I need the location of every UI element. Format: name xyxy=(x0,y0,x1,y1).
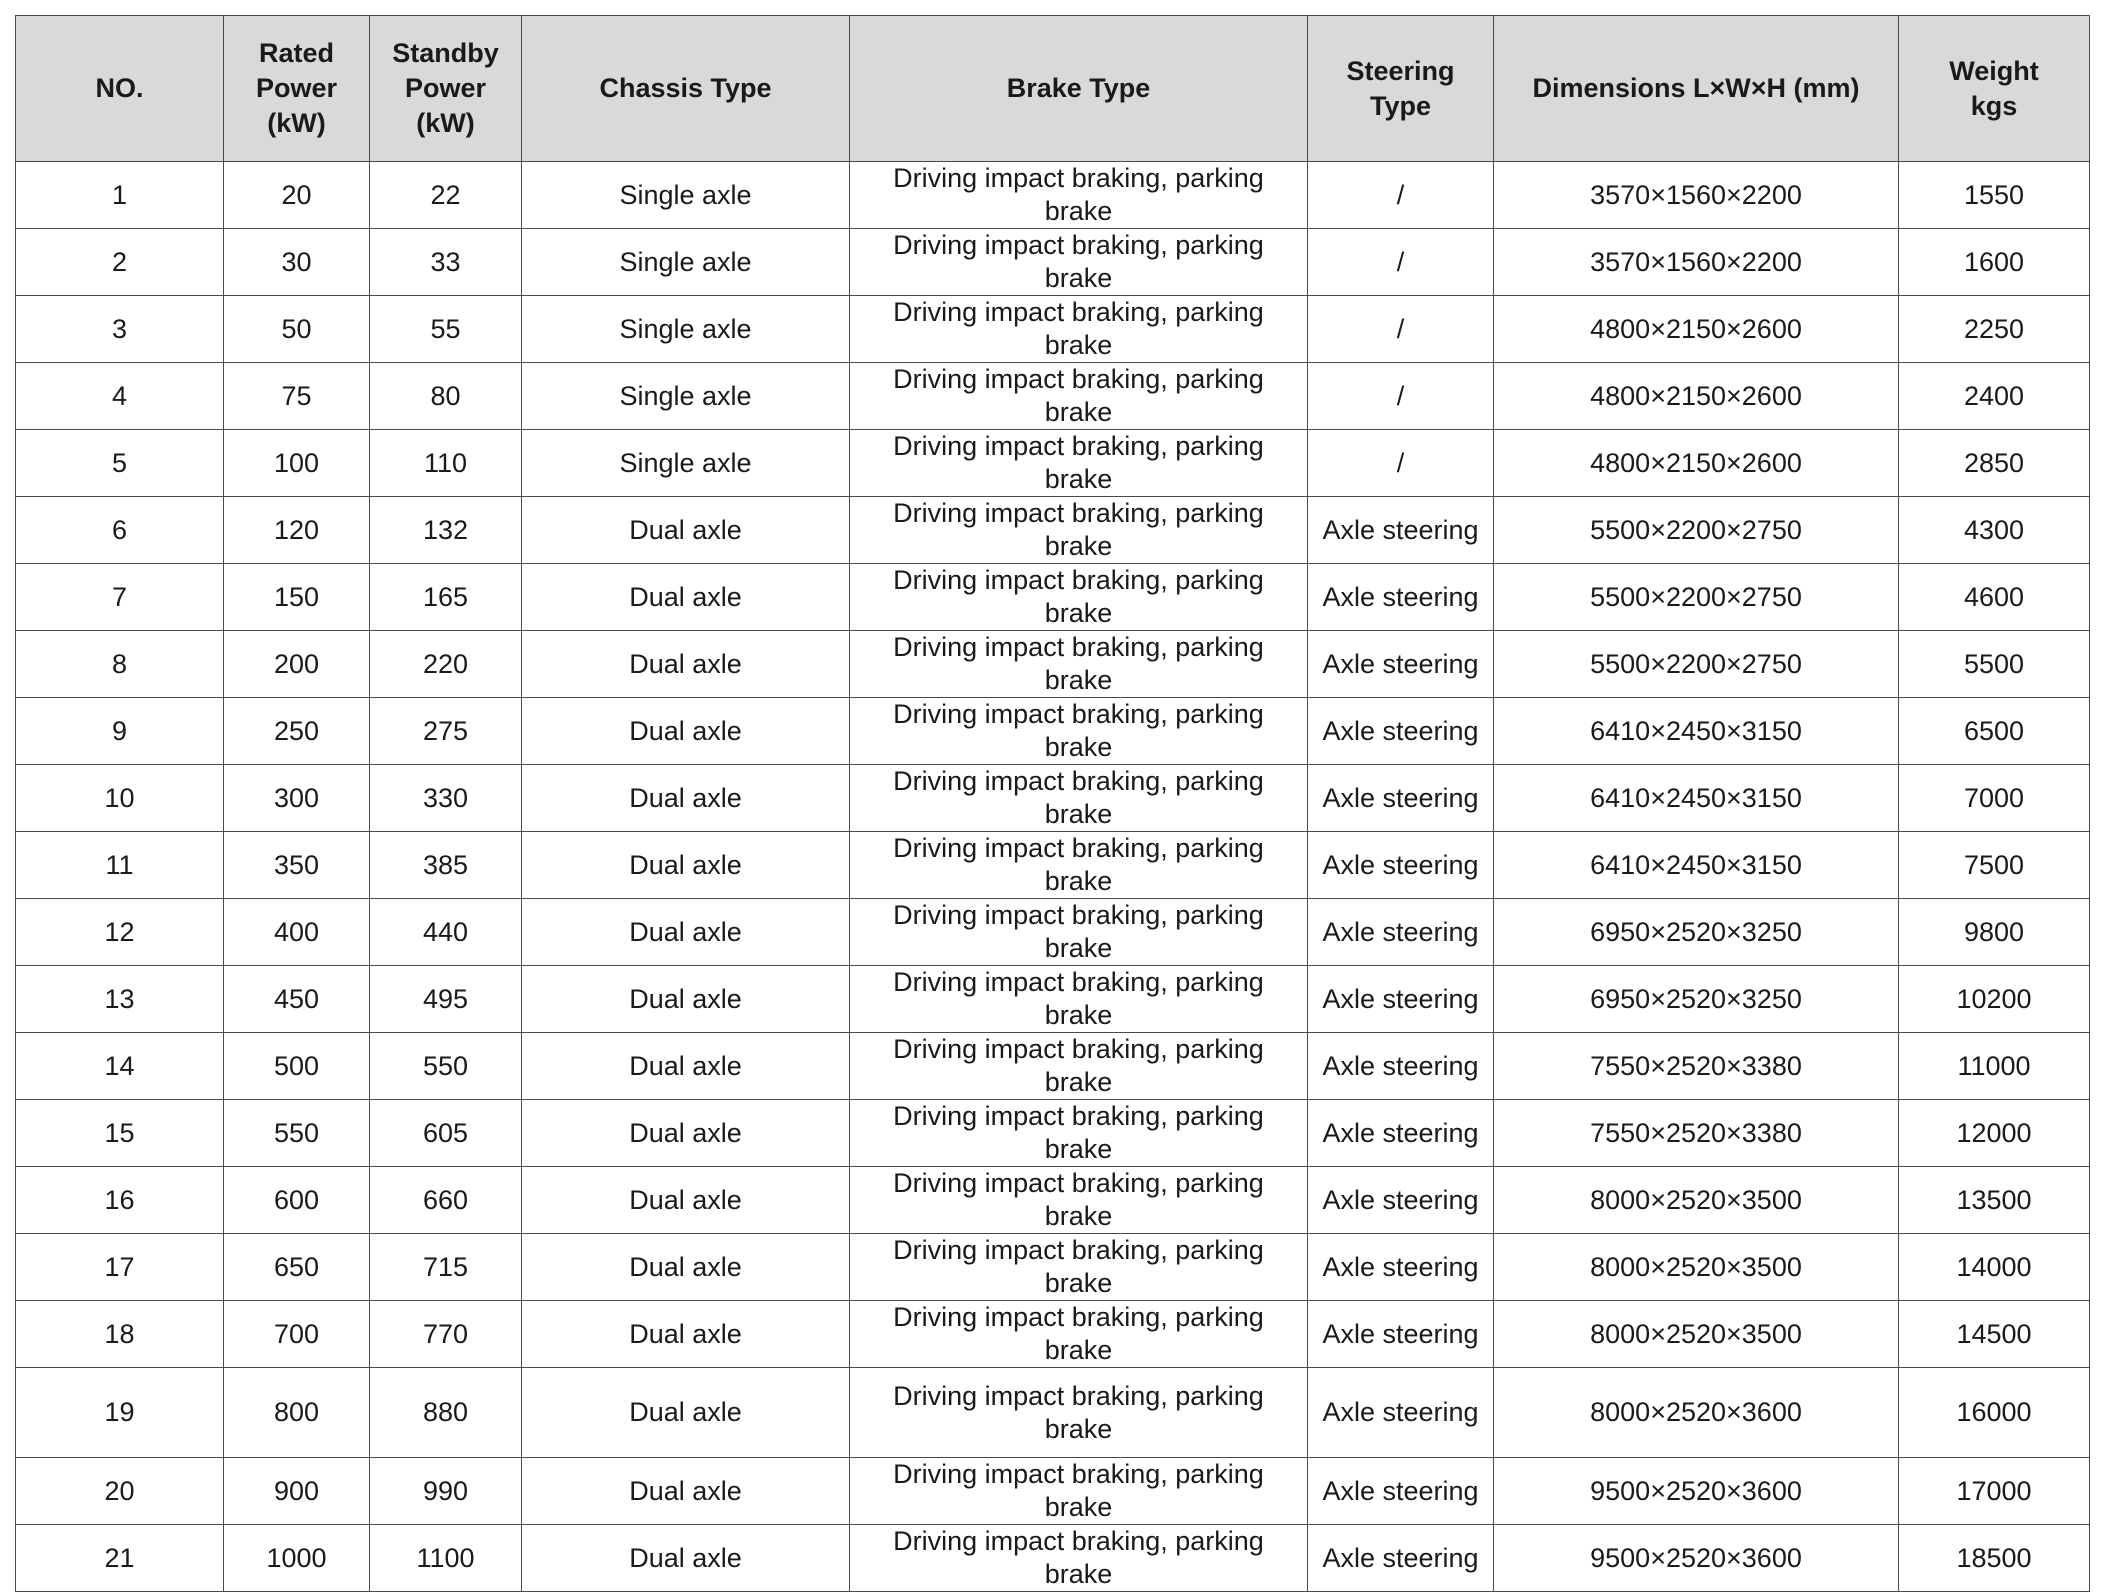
cell-weight: 13500 xyxy=(1899,1167,2090,1234)
cell-brake-type: Driving impact braking, parking brake xyxy=(850,1167,1308,1234)
cell-steering-type: Axle steering xyxy=(1308,765,1494,832)
cell-weight: 9800 xyxy=(1899,899,2090,966)
table-row xyxy=(16,832,2090,899)
cell-brake-type: Driving impact braking, parking brake xyxy=(850,162,1308,229)
cell-brake-type: Driving impact braking, parking brake xyxy=(850,765,1308,832)
cell-no: 1 xyxy=(16,162,224,229)
cell-dimensions: 6950×2520×3250 xyxy=(1494,899,1899,966)
cell-standby-power: 385 xyxy=(370,832,522,899)
cell-dimensions: 4800×2150×2600 xyxy=(1494,296,1899,363)
table-row xyxy=(16,899,2090,966)
cell-no: 17 xyxy=(16,1234,224,1301)
cell-steering-type: Axle steering xyxy=(1308,1368,1494,1458)
cell-brake-type: Driving impact braking, parking brake xyxy=(850,296,1308,363)
table-row xyxy=(16,363,2090,430)
cell-chassis-type: Dual axle xyxy=(522,631,850,698)
cell-dimensions: 7550×2520×3380 xyxy=(1494,1100,1899,1167)
cell-rated-power: 500 xyxy=(224,1033,370,1100)
table-row xyxy=(16,1100,2090,1167)
cell-standby-power: 33 xyxy=(370,229,522,296)
cell-brake-type: Driving impact braking, parking brake xyxy=(850,832,1308,899)
cell-dimensions: 8000×2520×3500 xyxy=(1494,1234,1899,1301)
cell-standby-power: 880 xyxy=(370,1368,522,1458)
cell-chassis-type: Single axle xyxy=(522,229,850,296)
cell-dimensions: 8000×2520×3600 xyxy=(1494,1368,1899,1458)
cell-no: 18 xyxy=(16,1301,224,1368)
cell-standby-power: 55 xyxy=(370,296,522,363)
cell-standby-power: 80 xyxy=(370,363,522,430)
cell-chassis-type: Dual axle xyxy=(522,564,850,631)
cell-chassis-type: Dual axle xyxy=(522,1234,850,1301)
header-brake-type: Brake Type xyxy=(850,16,1308,162)
cell-brake-type: Driving impact braking, parking brake xyxy=(850,698,1308,765)
cell-no: 2 xyxy=(16,229,224,296)
cell-steering-type: Axle steering xyxy=(1308,832,1494,899)
cell-rated-power: 50 xyxy=(224,296,370,363)
cell-chassis-type: Dual axle xyxy=(522,765,850,832)
cell-no: 6 xyxy=(16,497,224,564)
table-row xyxy=(16,1368,2090,1458)
cell-no: 11 xyxy=(16,832,224,899)
cell-brake-type: Driving impact braking, parking brake xyxy=(850,1100,1308,1167)
table-row xyxy=(16,1301,2090,1368)
cell-weight: 4600 xyxy=(1899,564,2090,631)
cell-rated-power: 650 xyxy=(224,1234,370,1301)
cell-brake-type: Driving impact braking, parking brake xyxy=(850,1234,1308,1301)
cell-weight: 16000 xyxy=(1899,1368,2090,1458)
cell-no: 16 xyxy=(16,1167,224,1234)
cell-standby-power: 660 xyxy=(370,1167,522,1234)
cell-chassis-type: Single axle xyxy=(522,363,850,430)
cell-dimensions: 4800×2150×2600 xyxy=(1494,363,1899,430)
cell-steering-type: / xyxy=(1308,162,1494,229)
cell-rated-power: 120 xyxy=(224,497,370,564)
table-row xyxy=(16,966,2090,1033)
cell-chassis-type: Single axle xyxy=(522,430,850,497)
cell-standby-power: 990 xyxy=(370,1458,522,1525)
cell-steering-type: Axle steering xyxy=(1308,698,1494,765)
table-row xyxy=(16,1033,2090,1100)
cell-chassis-type: Dual axle xyxy=(522,899,850,966)
table-row xyxy=(16,497,2090,564)
cell-rated-power: 30 xyxy=(224,229,370,296)
cell-chassis-type: Single axle xyxy=(522,296,850,363)
cell-rated-power: 900 xyxy=(224,1458,370,1525)
header-weight: Weight kgs xyxy=(1899,16,2090,162)
cell-rated-power: 1000 xyxy=(224,1525,370,1592)
cell-dimensions: 6950×2520×3250 xyxy=(1494,966,1899,1033)
cell-dimensions: 5500×2200×2750 xyxy=(1494,631,1899,698)
table-row xyxy=(16,1458,2090,1525)
cell-standby-power: 165 xyxy=(370,564,522,631)
cell-brake-type: Driving impact braking, parking brake xyxy=(850,899,1308,966)
cell-weight: 7000 xyxy=(1899,765,2090,832)
cell-weight: 14000 xyxy=(1899,1234,2090,1301)
cell-dimensions: 8000×2520×3500 xyxy=(1494,1301,1899,1368)
cell-steering-type: Axle steering xyxy=(1308,1234,1494,1301)
cell-chassis-type: Single axle xyxy=(522,162,850,229)
cell-dimensions: 9500×2520×3600 xyxy=(1494,1525,1899,1592)
cell-steering-type: Axle steering xyxy=(1308,1033,1494,1100)
cell-steering-type: Axle steering xyxy=(1308,497,1494,564)
cell-standby-power: 715 xyxy=(370,1234,522,1301)
cell-rated-power: 600 xyxy=(224,1167,370,1234)
header-chassis-type: Chassis Type xyxy=(522,16,850,162)
cell-dimensions: 9500×2520×3600 xyxy=(1494,1458,1899,1525)
cell-weight: 1600 xyxy=(1899,229,2090,296)
cell-weight: 6500 xyxy=(1899,698,2090,765)
cell-brake-type: Driving impact braking, parking brake xyxy=(850,1301,1308,1368)
header-rated-power: Rated Power (kW) xyxy=(224,16,370,162)
cell-dimensions: 6410×2450×3150 xyxy=(1494,832,1899,899)
cell-standby-power: 1100 xyxy=(370,1525,522,1592)
cell-rated-power: 75 xyxy=(224,363,370,430)
cell-dimensions: 5500×2200×2750 xyxy=(1494,564,1899,631)
cell-dimensions: 6410×2450×3150 xyxy=(1494,765,1899,832)
table-row xyxy=(16,765,2090,832)
header-standby-power: Standby Power (kW) xyxy=(370,16,522,162)
header-row xyxy=(16,16,2090,162)
cell-chassis-type: Dual axle xyxy=(522,1458,850,1525)
cell-brake-type: Driving impact braking, parking brake xyxy=(850,1458,1308,1525)
cell-chassis-type: Dual axle xyxy=(522,1100,850,1167)
cell-standby-power: 22 xyxy=(370,162,522,229)
cell-steering-type: / xyxy=(1308,363,1494,430)
cell-steering-type: Axle steering xyxy=(1308,966,1494,1033)
cell-dimensions: 4800×2150×2600 xyxy=(1494,430,1899,497)
cell-brake-type: Driving impact braking, parking brake xyxy=(850,966,1308,1033)
cell-dimensions: 3570×1560×2200 xyxy=(1494,162,1899,229)
cell-chassis-type: Dual axle xyxy=(522,497,850,564)
cell-steering-type: Axle steering xyxy=(1308,1100,1494,1167)
cell-steering-type: Axle steering xyxy=(1308,631,1494,698)
cell-no: 5 xyxy=(16,430,224,497)
cell-steering-type: Axle steering xyxy=(1308,564,1494,631)
cell-standby-power: 275 xyxy=(370,698,522,765)
cell-weight: 7500 xyxy=(1899,832,2090,899)
cell-dimensions: 5500×2200×2750 xyxy=(1494,497,1899,564)
table-row xyxy=(16,430,2090,497)
cell-weight: 17000 xyxy=(1899,1458,2090,1525)
cell-chassis-type: Dual axle xyxy=(522,1368,850,1458)
cell-steering-type: Axle steering xyxy=(1308,899,1494,966)
table-row xyxy=(16,229,2090,296)
cell-no: 4 xyxy=(16,363,224,430)
cell-no: 9 xyxy=(16,698,224,765)
cell-chassis-type: Dual axle xyxy=(522,1301,850,1368)
cell-weight: 2850 xyxy=(1899,430,2090,497)
cell-no: 3 xyxy=(16,296,224,363)
cell-no: 14 xyxy=(16,1033,224,1100)
cell-rated-power: 300 xyxy=(224,765,370,832)
cell-weight: 5500 xyxy=(1899,631,2090,698)
cell-standby-power: 132 xyxy=(370,497,522,564)
cell-weight: 18500 xyxy=(1899,1525,2090,1592)
cell-rated-power: 20 xyxy=(224,162,370,229)
cell-no: 8 xyxy=(16,631,224,698)
cell-weight: 14500 xyxy=(1899,1301,2090,1368)
cell-standby-power: 605 xyxy=(370,1100,522,1167)
cell-rated-power: 150 xyxy=(224,564,370,631)
cell-brake-type: Driving impact braking, parking brake xyxy=(850,631,1308,698)
cell-brake-type: Driving impact braking, parking brake xyxy=(850,564,1308,631)
cell-brake-type: Driving impact braking, parking brake xyxy=(850,1525,1308,1592)
cell-weight: 1550 xyxy=(1899,162,2090,229)
cell-no: 19 xyxy=(16,1368,224,1458)
cell-rated-power: 800 xyxy=(224,1368,370,1458)
spec-table xyxy=(15,15,2090,1592)
cell-brake-type: Driving impact braking, parking brake xyxy=(850,1033,1308,1100)
cell-steering-type: / xyxy=(1308,296,1494,363)
cell-chassis-type: Dual axle xyxy=(522,1167,850,1234)
cell-chassis-type: Dual axle xyxy=(522,698,850,765)
cell-weight: 2250 xyxy=(1899,296,2090,363)
cell-dimensions: 6410×2450×3150 xyxy=(1494,698,1899,765)
table-row xyxy=(16,1525,2090,1592)
cell-rated-power: 250 xyxy=(224,698,370,765)
cell-rated-power: 400 xyxy=(224,899,370,966)
cell-rated-power: 100 xyxy=(224,430,370,497)
table-row xyxy=(16,1167,2090,1234)
cell-standby-power: 220 xyxy=(370,631,522,698)
cell-rated-power: 350 xyxy=(224,832,370,899)
cell-standby-power: 770 xyxy=(370,1301,522,1368)
cell-steering-type: / xyxy=(1308,229,1494,296)
cell-dimensions: 7550×2520×3380 xyxy=(1494,1033,1899,1100)
cell-brake-type: Driving impact braking, parking brake xyxy=(850,1368,1308,1458)
cell-chassis-type: Dual axle xyxy=(522,832,850,899)
cell-rated-power: 200 xyxy=(224,631,370,698)
cell-no: 15 xyxy=(16,1100,224,1167)
cell-brake-type: Driving impact braking, parking brake xyxy=(850,229,1308,296)
cell-no: 21 xyxy=(16,1525,224,1592)
cell-brake-type: Driving impact braking, parking brake xyxy=(850,497,1308,564)
cell-weight: 2400 xyxy=(1899,363,2090,430)
cell-brake-type: Driving impact braking, parking brake xyxy=(850,363,1308,430)
cell-steering-type: Axle steering xyxy=(1308,1301,1494,1368)
cell-standby-power: 440 xyxy=(370,899,522,966)
cell-dimensions: 8000×2520×3500 xyxy=(1494,1167,1899,1234)
table-row xyxy=(16,631,2090,698)
cell-chassis-type: Dual axle xyxy=(522,966,850,1033)
cell-standby-power: 495 xyxy=(370,966,522,1033)
table-row xyxy=(16,1234,2090,1301)
table-row xyxy=(16,162,2090,229)
table-row xyxy=(16,698,2090,765)
cell-weight: 11000 xyxy=(1899,1033,2090,1100)
cell-steering-type: Axle steering xyxy=(1308,1167,1494,1234)
cell-no: 13 xyxy=(16,966,224,1033)
cell-no: 7 xyxy=(16,564,224,631)
cell-no: 10 xyxy=(16,765,224,832)
cell-rated-power: 450 xyxy=(224,966,370,1033)
cell-standby-power: 110 xyxy=(370,430,522,497)
cell-weight: 4300 xyxy=(1899,497,2090,564)
table-row xyxy=(16,564,2090,631)
cell-standby-power: 550 xyxy=(370,1033,522,1100)
cell-dimensions: 3570×1560×2200 xyxy=(1494,229,1899,296)
cell-chassis-type: Dual axle xyxy=(522,1033,850,1100)
cell-weight: 12000 xyxy=(1899,1100,2090,1167)
cell-steering-type: / xyxy=(1308,430,1494,497)
cell-rated-power: 700 xyxy=(224,1301,370,1368)
header-dimensions: Dimensions L×W×H (mm) xyxy=(1494,16,1899,162)
cell-steering-type: Axle steering xyxy=(1308,1525,1494,1592)
cell-steering-type: Axle steering xyxy=(1308,1458,1494,1525)
cell-no: 12 xyxy=(16,899,224,966)
cell-standby-power: 330 xyxy=(370,765,522,832)
cell-brake-type: Driving impact braking, parking brake xyxy=(850,430,1308,497)
cell-chassis-type: Dual axle xyxy=(522,1525,850,1592)
header-no: NO. xyxy=(16,16,224,162)
cell-weight: 10200 xyxy=(1899,966,2090,1033)
table-row xyxy=(16,296,2090,363)
header-steering-type: Steering Type xyxy=(1308,16,1494,162)
cell-no: 20 xyxy=(16,1458,224,1525)
cell-rated-power: 550 xyxy=(224,1100,370,1167)
